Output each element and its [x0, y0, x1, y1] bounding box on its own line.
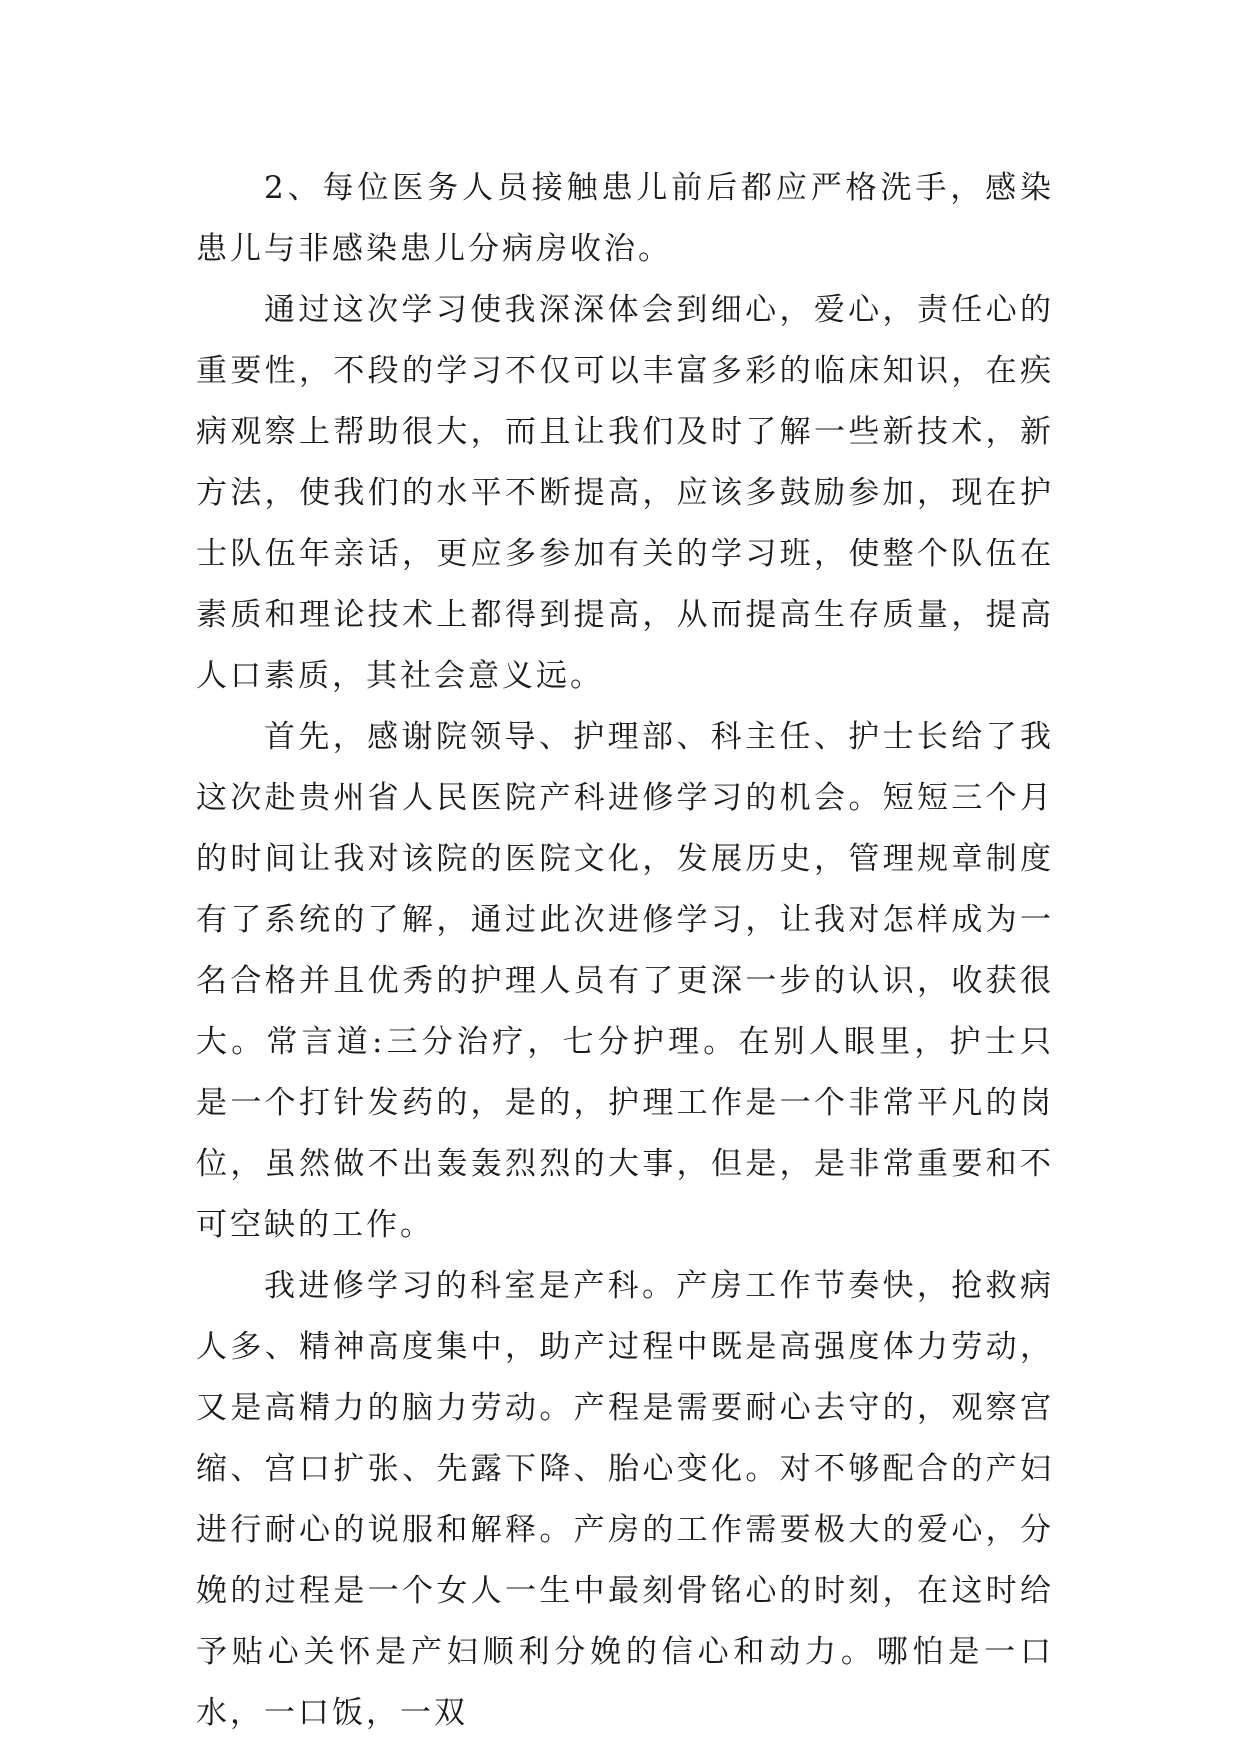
- document-body: [196, 158, 1054, 1744]
- paragraph-delivery-room: 我进修学习的科室是产科。产房工作节奏快，抢救病人多、精神高度集中，助产过程中既是高强度体力劳动，又是高精力的脑力劳动。产程是需要耐心去守的，观察宫缩、宫口扩张、先露下降、胎心变化。对不够配合的产妇进行耐心的说服和解释。产房的工作需要极大的爱心，分娩的过程是一个女人一生中最刻骨铭心的时刻，在这时给予贴心关怀是产妇顺利分娩的信心和动力。哪怕是一口水，一口饭，一双: [196, 1268, 1054, 1731]
- paragraph-gratitude: 首先，感谢院领导、护理部、科主任、护士长给了我这次赴贵州省人民医院产科进修学习的机会。短短三个月的时间让我对该院的医院文化，发展历史，管理规章制度有了系统的了解，通过此次进修学习，让我对怎样成为一名合格并且优秀的护理人员有了更深一步的认识，收获很大。常言道:三分治疗，七分护理。在别人眼里，护士只是一个打针发药的，是的，护理工作是一个非常平凡的岗位，虽然做不出轰轰烈烈的大事，但是，是非常重要和不可空缺的工作。: [196, 719, 1054, 1243]
- paragraph-handwashing: 2、每位医务人员接触患儿前后都应严格洗手，感染患儿与非感染患儿分病房收治。: [196, 170, 1054, 267]
- paragraph-study-reflection: 通过这次学习使我深深体会到细心，爱心，责任心的重要性，不段的学习不仅可以丰富多彩的临床知识，在疾病观察上帮助很大，而且让我们及时了解一些新技术，新方法，使我们的水平不断提高，应该多鼓励参加，现在护士队伍年亲话，更应多参加有关的学习班，使整个队伍在素质和理论技术上都得到提高，从而提高生存质量，提高人口素质，其社会意义远。: [196, 292, 1054, 694]
